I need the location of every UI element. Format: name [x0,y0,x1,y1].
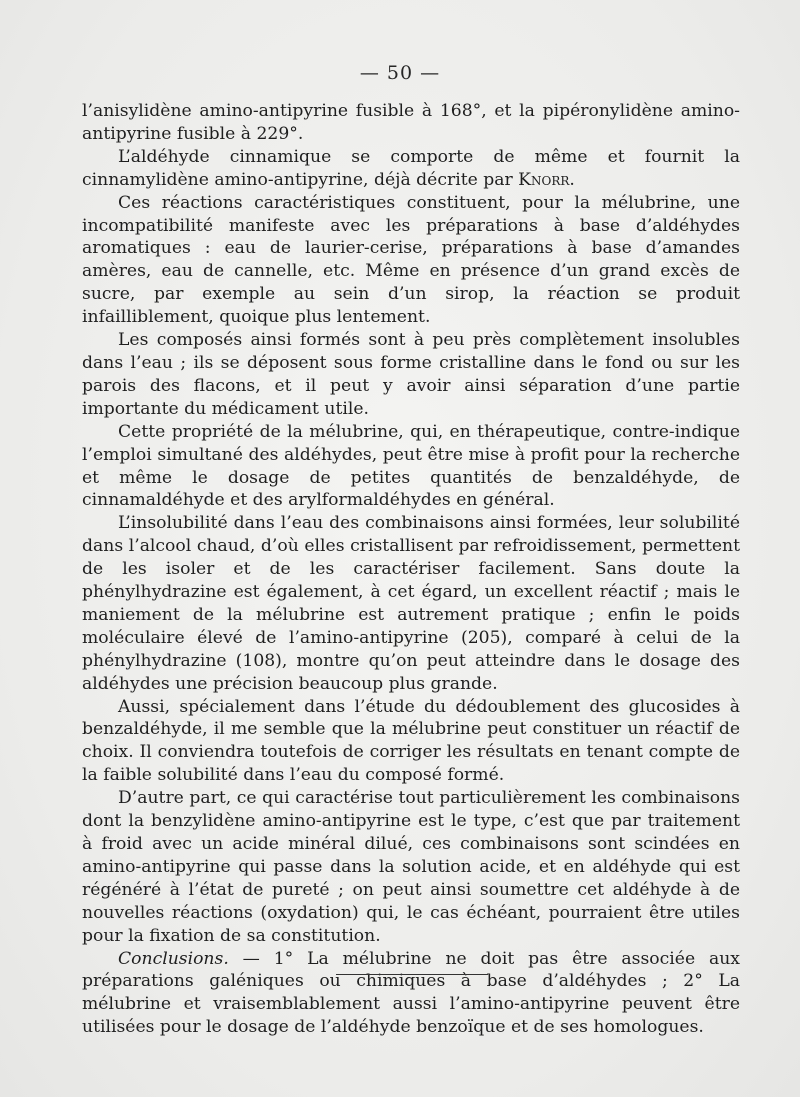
paragraph-2 [82,146,740,192]
paragraph-8: D’autre part, ce qui caractérise tout particulièrement les combinaisons dont la benzylidène amino-antipyrine est le type, c’est que par traitement à froid avec un acide minéral dilué, ces combinaisons sont scindées en amino-antipyrine qui passe dans la solution acide, et en aldéhyde qui est régénéré à l’état de pureté ; on peut ainsi soumettre cet aldéhyde à de nouvelles réactions (oxydation) qui, le cas échéant, pourraient être utiles pour la fixation de sa constitution. [82,788,740,946]
end-rule [336,974,488,975]
paragraph-1: l’anisylidène amino-antipyrine fusible à 168°, et la pipéronylidène amino-antipyrine fusible à 229°. [82,101,740,144]
paragraph-6: L’insolubilité dans l’eau des combinaisons ainsi formées, leur solubilité dans l’alcool chaud, d’où elles cristallisent par refroidissement, permettent de les isoler et de les caractériser facilement. Sans doute la phénylhydrazine est également, à cet égard, un excellent réactif ; mais le maniement de la mélubrine est autrement pratique ; enfin le poids moléculaire élevé de l’amino-antipyrine (205), comparé à celui de la phénylhydrazine (108), montre qu’on peut atteindre dans le dosage des aldéhydes une précision beaucoup plus grande. [82,513,740,694]
paragraph-2-text: L’aldéhyde cinnamique se comporte de même et fournit la cinnamylidène amino-antipyrine, déjà décrite par [82,146,740,190]
author-name: Knorr [518,169,570,190]
paragraph-3: Ces réactions caractéristiques constituent, pour la mélubrine, une incompatibilité manifeste avec les préparations à base d’aldéhydes aromatiques : eau de laurier-cerise, préparations à base d’amandes amères, eau de cannelle, etc. Même en présence d’un grand excès de sucre, par exemple au sein d’un sirop, la réaction se produit infailliblement, quoique plus lentement. [82,192,740,328]
paragraph-2-end: . [569,169,575,190]
page-number: — 50 — [359,62,441,84]
body-text [82,100,740,1039]
conclusions-paragraph [82,948,740,1040]
conclusions-text: — 1° La mélubrine ne doit pas être associée aux préparations galéniques ou chimiques à base d’aldéhydes ; 2° La mélubrine et vraisemblablement aussi l’amino-antipyrine peuvent être utilisées pour le dosage de l’aldéhyde benzoïque et de ses homologues. [82,948,740,1038]
conclusions-label: Conclusions. [118,948,229,969]
paragraph-4: Les composés ainsi formés sont à peu près complètement insolubles dans l’eau ; ils se déposent sous forme cristalline dans le fond ou sur les parois des flacons, et il peut y avoir ainsi séparation d’une partie importante du médicament utile. [82,330,740,419]
paragraph-5: Cette propriété de la mélubrine, qui, en thérapeutique, contre-indique l’emploi simultané des aldéhydes, peut être mise à profit pour la recherche et même le dosage de petites quantités de benzaldéhyde, de cinnamaldéhyde et des arylformaldéhydes en général. [82,421,740,511]
paragraph-7: Aussi, spécialement dans l’étude du dédoublement des glucosides à benzaldéhyde, il me semble que la mélubrine peut constituer un réactif de choix. Il conviendra toutefois de corriger les résultats en tenant compte de la faible solubilité dans l’eau du composé formé. [82,696,740,786]
